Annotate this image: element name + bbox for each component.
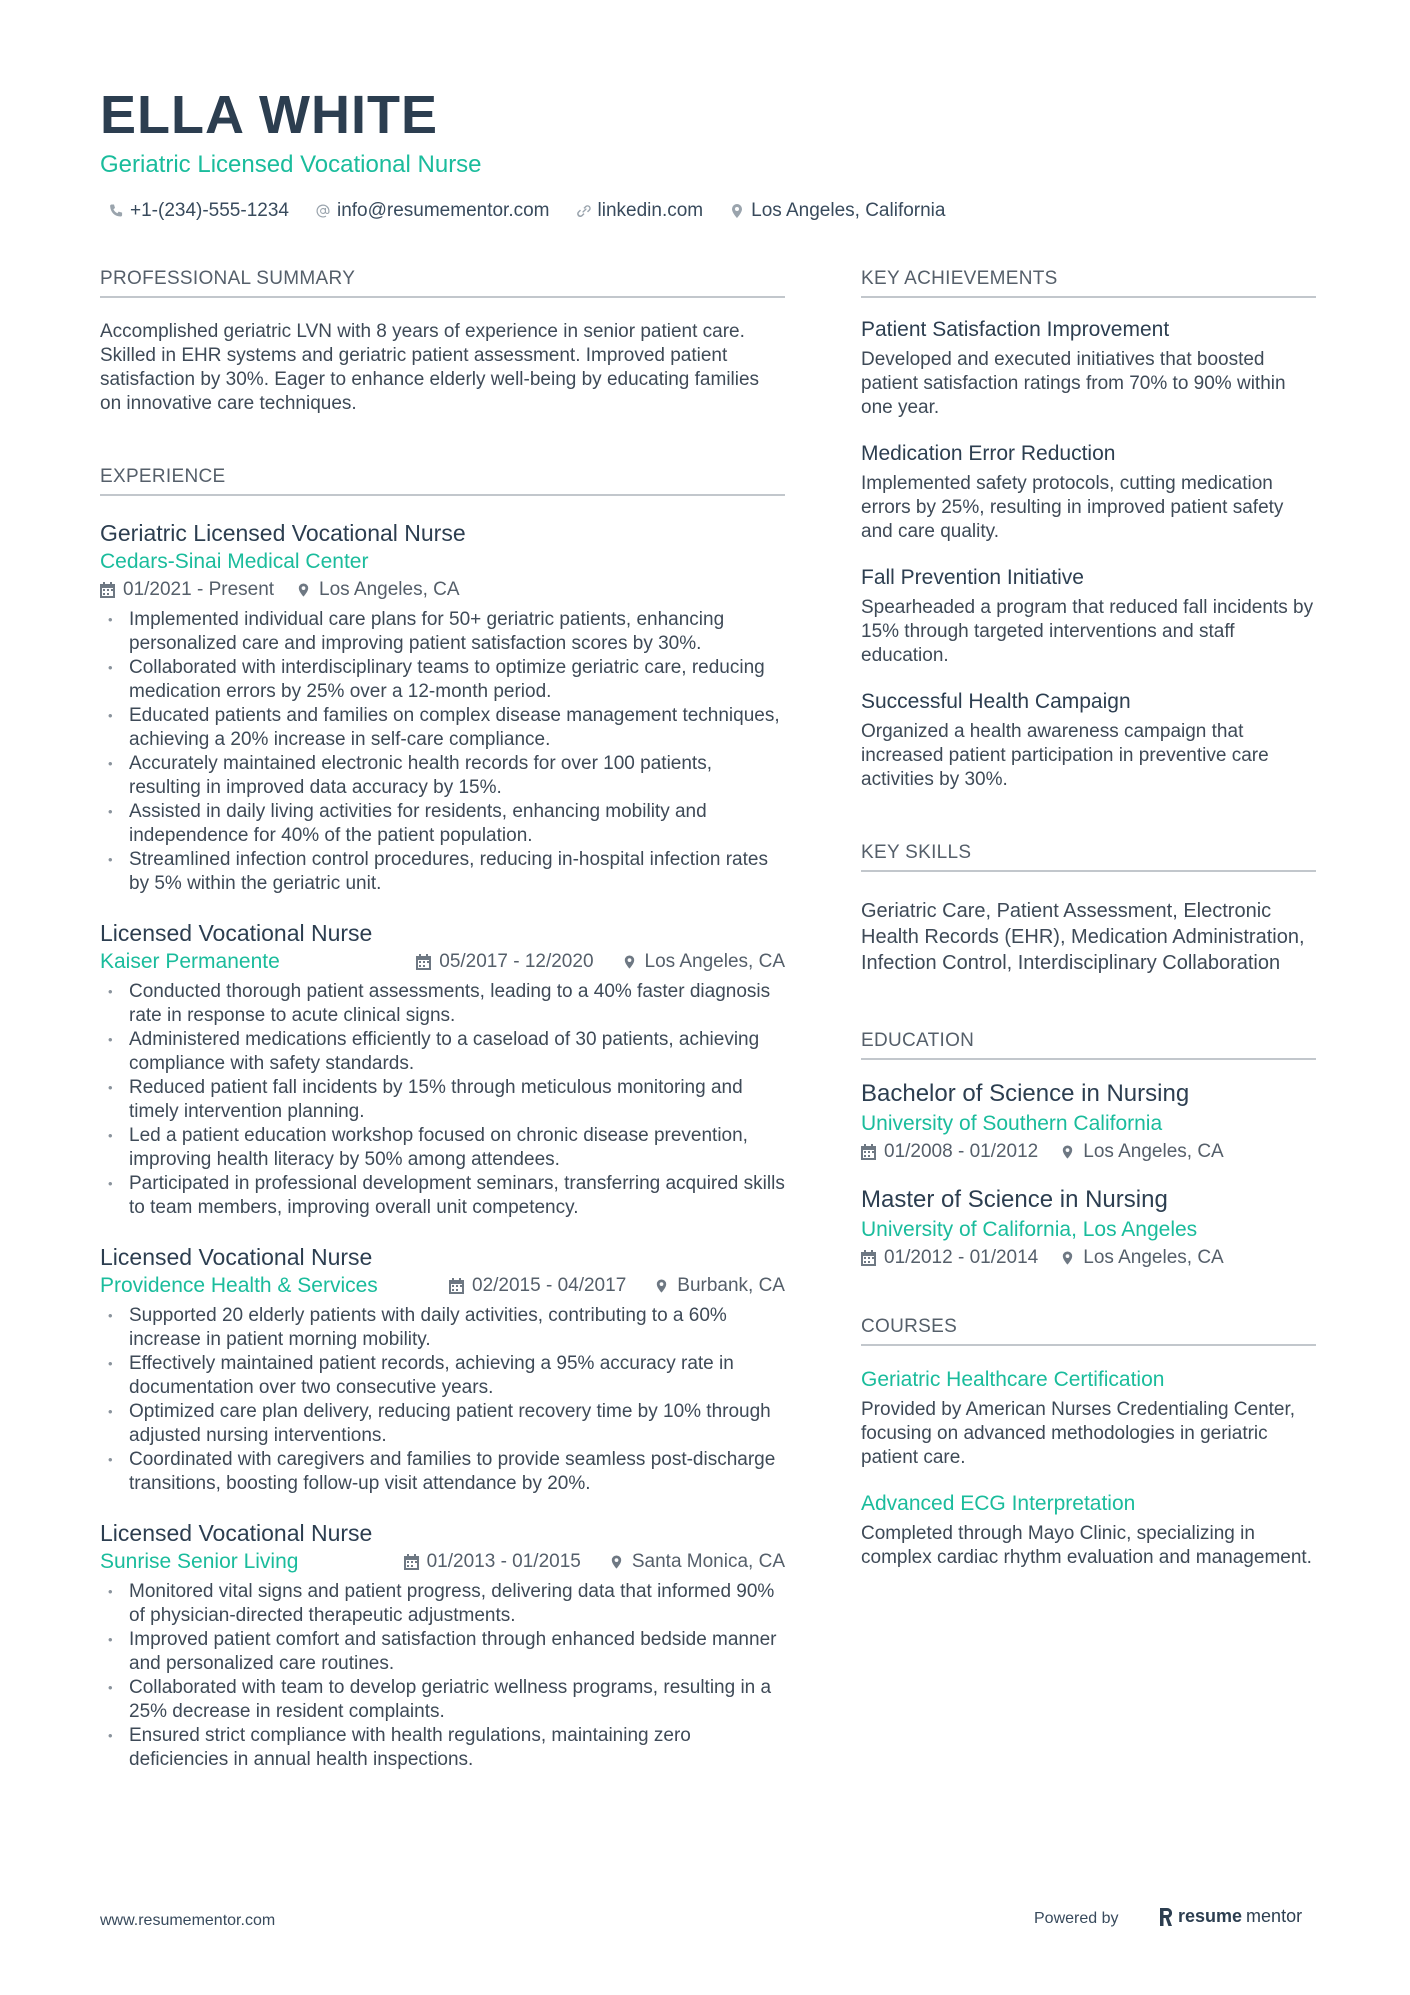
linkedin-text: linkedin.com <box>597 200 704 221</box>
course-item <box>861 1490 1316 1570</box>
achievement-item <box>861 440 1316 544</box>
summary-heading: PROFESSIONAL SUMMARY <box>100 268 785 298</box>
bullet-item: • Educated patients and families on complex disease management techniques, achieving a 20% increase in self-care compliance. <box>100 704 785 752</box>
experience-heading: EXPERIENCE <box>100 466 785 496</box>
education-meta <box>861 1244 1316 1272</box>
candidate-role: Geriatric Licensed Vocational Nurse <box>100 151 482 178</box>
job-location: Santa Monica, CA <box>609 1548 785 1576</box>
job-meta <box>449 1272 785 1300</box>
job-location: Los Angeles, CA <box>622 948 785 976</box>
calendar-icon <box>404 1554 419 1570</box>
bullet-item: • Effectively maintained patient records, achieving a 95% accuracy rate in documentation over two consecutive years. <box>100 1352 785 1400</box>
education-dates: 01/2012 - 01/2014 <box>861 1244 1038 1272</box>
powered-by-label: Powered by <box>1034 1910 1119 1927</box>
job-title: Licensed Vocational Nurse <box>100 1520 373 1546</box>
job-entry <box>100 918 785 1220</box>
bullet-item: • Implemented individual care plans for 50+ geriatric patients, enhancing personalized care and improving patient satisfaction scores by 30%. <box>100 608 785 656</box>
link-icon <box>576 203 592 219</box>
left-column <box>100 268 785 1772</box>
achievement-title: Patient Satisfaction Improvement <box>861 318 1170 341</box>
bullet-item: • Collaborated with team to develop geriatric wellness programs, resulting in a 25% decrease in resident complaints. <box>100 1676 785 1724</box>
location-text: Los Angeles, California <box>751 200 946 221</box>
education-item <box>861 1184 1316 1272</box>
bullet-item: • Optimized care plan delivery, reducing patient recovery time by 10% through adjusted nursing interventions. <box>100 1400 785 1448</box>
achievement-desc: Spearheaded a program that reduced fall incidents by 15% through targeted interventions and staff education. <box>861 597 1314 666</box>
course-desc: Provided by American Nurses Credentialing Center, focusing on advanced methodologies in geriatric patient care. <box>861 1399 1296 1468</box>
achievement-title: Medication Error Reduction <box>861 442 1116 465</box>
skills-text: Geriatric Care, Patient Assessment, Electronic Health Records (EHR), Medication Administration, Infection Control, Interdisciplinary Collaboration <box>861 900 1305 974</box>
location-pin-icon <box>622 954 637 970</box>
phone-icon <box>108 203 124 219</box>
education-location: Los Angeles, CA <box>1060 1138 1223 1166</box>
bullet-item: • Monitored vital signs and patient progress, delivering data that informed 90% of physician-directed therapeutic adjustments. <box>100 1580 785 1628</box>
achievements-heading: KEY ACHIEVEMENTS <box>861 268 1316 298</box>
education-item <box>861 1078 1316 1166</box>
achievement-desc: Developed and executed initiatives that boosted patient satisfaction ratings from 70% to 90% within one year. <box>861 349 1286 418</box>
location-pin-icon <box>654 1278 669 1294</box>
job-location: Burbank, CA <box>654 1272 785 1300</box>
bullet-item: • Conducted thorough patient assessments, leading to a 40% faster diagnosis rate in response to acute clinical signs. <box>100 980 785 1028</box>
contact-location <box>729 200 945 222</box>
achievement-title: Fall Prevention Initiative <box>861 566 1084 589</box>
job-entry <box>100 518 785 896</box>
courses-heading: COURSES <box>861 1316 1316 1346</box>
education-degree: Bachelor of Science in Nursing <box>861 1080 1190 1107</box>
bullet-item: • Improved patient comfort and satisfaction through enhanced bedside manner and personalized care routines. <box>100 1628 785 1676</box>
education-meta <box>861 1138 1316 1166</box>
job-bullets <box>100 980 785 1220</box>
calendar-icon <box>861 1250 876 1266</box>
education-location: Los Angeles, CA <box>1060 1244 1223 1272</box>
job-company: Cedars-Sinai Medical Center <box>100 550 369 573</box>
job-title: Geriatric Licensed Vocational Nurse <box>100 520 466 546</box>
bullet-item: • Supported 20 elderly patients with daily activities, contributing to a 60% increase in patient morning mobility. <box>100 1304 785 1352</box>
location-pin-icon <box>1060 1250 1075 1266</box>
calendar-icon <box>100 582 115 598</box>
calendar-icon <box>416 954 431 970</box>
achievement-desc: Organized a health awareness campaign that increased patient participation in preventive care activities by 30%. <box>861 721 1269 790</box>
course-title: Advanced ECG Interpretation <box>861 1492 1136 1515</box>
calendar-icon <box>861 1144 876 1160</box>
bullet-item: • Participated in professional development seminars, transferring acquired skills to team members, improving overall unit competency. <box>100 1172 785 1220</box>
job-entry <box>100 1518 785 1772</box>
bullet-item: • Led a patient education workshop focused on chronic disease prevention, improving health literacy by 50% among attendees. <box>100 1124 785 1172</box>
contact-email[interactable] <box>315 200 550 222</box>
candidate-name: ELLA WHITE <box>100 85 438 145</box>
bullet-item: • Administered medications efficiently to a caseload of 30 patients, achieving compliance with safety standards. <box>100 1028 785 1076</box>
email-text: info@resumementor.com <box>336 200 550 221</box>
job-bullets <box>100 1304 785 1496</box>
job-title: Licensed Vocational Nurse <box>100 1244 373 1270</box>
education-heading: EDUCATION <box>861 1030 1316 1060</box>
achievement-item <box>861 564 1316 668</box>
job-company-row <box>100 1272 785 1300</box>
brand-thin: mentor <box>1246 1906 1303 1926</box>
job-meta <box>404 1548 785 1576</box>
job-dates: 05/2017 - 12/2020 <box>416 948 593 976</box>
footer-url[interactable]: www.resumementor.com <box>100 1912 276 1929</box>
course-title: Geriatric Healthcare Certification <box>861 1368 1165 1391</box>
job-dates: 01/2021 - Present <box>100 576 274 604</box>
location-pin-icon <box>1060 1144 1075 1160</box>
job-dates: 02/2015 - 04/2017 <box>449 1272 626 1300</box>
right-column <box>861 268 1316 1570</box>
resumementor-logo-icon <box>1158 1907 1174 1927</box>
job-company: Sunrise Senior Living <box>100 1550 299 1573</box>
bullet-item: • Collaborated with interdisciplinary teams to optimize geriatric care, reducing medication errors by 25% over a 12-month period. <box>100 656 785 704</box>
contact-phone <box>108 200 289 222</box>
bullet-item: • Assisted in daily living activities for residents, enhancing mobility and independence for 40% of the patient population. <box>100 800 785 848</box>
bullet-item: • Reduced patient fall incidents by 15% through meticulous monitoring and timely intervention planning. <box>100 1076 785 1124</box>
course-desc: Completed through Mayo Clinic, specializing in complex cardiac rhythm evaluation and management. <box>861 1523 1312 1568</box>
job-title: Licensed Vocational Nurse <box>100 920 373 946</box>
bullet-item: • Streamlined infection control procedures, reducing in-hospital infection rates by 5% within the geriatric unit. <box>100 848 785 896</box>
summary-text: Accomplished geriatric LVN with 8 years of experience in senior patient care. Skilled in EHR systems and geriatric patient assessment. Improved patient satisfaction by 30%. Eager to enhance elderly well-being by educating families on innovative care techniques. <box>100 321 760 414</box>
phone-text: +1-(234)-555-1234 <box>130 200 289 221</box>
education-school: University of California, Los Angeles <box>861 1218 1198 1241</box>
brand-logo[interactable] <box>1158 1906 1302 1927</box>
job-entry <box>100 1242 785 1496</box>
location-pin-icon <box>609 1554 624 1570</box>
achievement-title: Successful Health Campaign <box>861 690 1131 713</box>
calendar-icon <box>449 1278 464 1294</box>
bullet-item: • Coordinated with caregivers and families to provide seamless post-discharge transitions, boosting follow-up visit attendance by 20%. <box>100 1448 785 1496</box>
job-dates: 01/2013 - 01/2015 <box>404 1548 581 1576</box>
job-company-row <box>100 948 785 976</box>
job-location: Los Angeles, CA <box>296 576 459 604</box>
job-company-row <box>100 1548 785 1576</box>
job-company: Kaiser Permanente <box>100 950 280 973</box>
skills-heading: KEY SKILLS <box>861 842 1316 872</box>
job-company: Providence Health & Services <box>100 1274 378 1297</box>
bullet-item: • Accurately maintained electronic health records for over 100 patients, resulting in improved data accuracy by 15%. <box>100 752 785 800</box>
location-pin-icon <box>729 203 745 219</box>
brand-bold: resume <box>1178 1906 1243 1926</box>
job-bullets <box>100 608 785 896</box>
contact-linkedin[interactable] <box>576 200 704 222</box>
achievement-item <box>861 688 1316 792</box>
location-pin-icon <box>296 582 311 598</box>
job-meta <box>416 948 785 976</box>
education-dates: 01/2008 - 01/2012 <box>861 1138 1038 1166</box>
job-bullets <box>100 1580 785 1772</box>
achievement-desc: Implemented safety protocols, cutting medication errors by 25%, resulting in improved patient safety and care quality. <box>861 473 1284 542</box>
achievement-item <box>861 316 1316 420</box>
course-item <box>861 1366 1316 1470</box>
education-school: University of Southern California <box>861 1112 1163 1135</box>
contact-row <box>108 200 945 222</box>
education-degree: Master of Science in Nursing <box>861 1186 1168 1213</box>
job-meta <box>100 576 785 604</box>
bullet-item: • Ensured strict compliance with health regulations, maintaining zero deficiencies in annual health inspections. <box>100 1724 785 1772</box>
at-icon <box>315 203 331 219</box>
